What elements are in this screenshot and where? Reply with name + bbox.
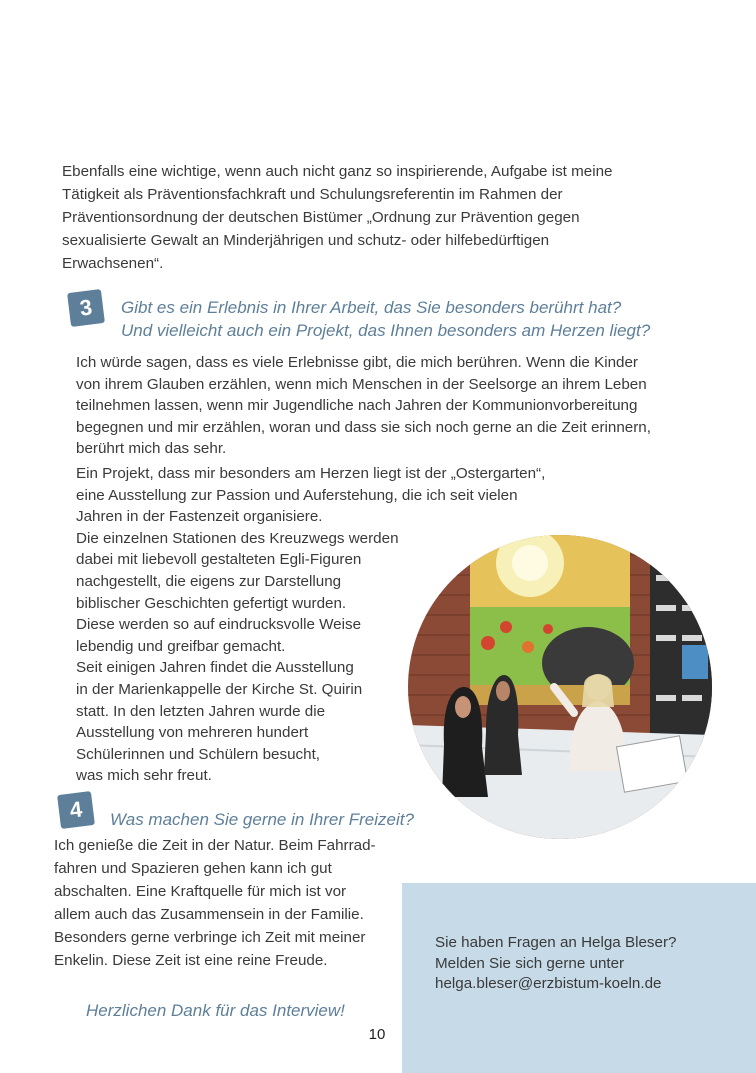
- ostergarten-photo: [408, 535, 712, 839]
- question-3: [121, 296, 650, 342]
- contact-info-text: [435, 933, 676, 995]
- text-line: lebendig und greifbar gemacht.: [76, 637, 286, 655]
- text-line: abschalten. Eine Kraftquelle für mich ist vor: [54, 883, 347, 900]
- question-number-badge-4: [57, 791, 95, 829]
- answer-3-paragraph-1: [76, 352, 651, 460]
- text-line: dabei mit liebevoll gestalteten Egli-Figuren: [76, 551, 362, 569]
- question-line: Gibt es ein Erlebnis in Ihrer Arbeit, das Sie besonders berührt hat?: [121, 298, 622, 317]
- text-line: Jahren in der Fastenzeit organisiere.: [76, 508, 323, 526]
- text-line: Ich genieße die Zeit in der Natur. Beim Fahrrad-: [54, 837, 376, 854]
- text-line: allem auch das Zusammensein in der Familie.: [54, 906, 364, 923]
- thanks-text: Herzlichen Dank für das Interview!: [86, 1001, 345, 1020]
- text-line: Besonders gerne verbringe ich Zeit mit meiner: [54, 929, 366, 946]
- text-line: statt. In den letzten Jahren wurde die: [76, 702, 326, 720]
- text-line: Präventionsordnung der deutschen Bistümer „Ordnung zur Prävention gegen: [62, 209, 580, 226]
- text-line: Ich würde sagen, dass es viele Erlebnisse gibt, die mich berühren. Wenn die Kinder: [76, 354, 638, 371]
- question-number: 3: [78, 294, 94, 321]
- question-number-badge-3: [67, 289, 105, 327]
- text-line: sexualisierte Gewalt an Minderjährigen und schutz- oder hilfebedürftigen: [62, 232, 550, 249]
- text-line: nachgestellt, die eigens zur Darstellung: [76, 572, 342, 590]
- text-line: fahren und Spazieren gehen kann ich gut: [54, 860, 332, 877]
- text-line: biblischer Geschichten gefertigt wurden.: [76, 594, 347, 612]
- thanks-line: [86, 999, 345, 1022]
- text-line: eine Ausstellung zur Passion und Auferstehung, die ich seit vielen: [76, 486, 518, 504]
- question-number: 4: [68, 796, 84, 823]
- text-line: Seit einigen Jahren findet die Ausstellung: [76, 659, 354, 677]
- text-line: Enkelin. Diese Zeit ist eine reine Freude.: [54, 952, 328, 969]
- text-line: teilnehmen lassen, wenn mir Jugendliche nach Jahren der Kommunionvorbereitung: [76, 397, 638, 415]
- info-line: Melden Sie sich gerne unter: [435, 954, 625, 972]
- text-line: Die einzelnen Stationen des Kreuzwegs werden: [76, 529, 399, 547]
- text-line: Schülerinnen und Schülern besucht,: [76, 745, 321, 763]
- text-line: Ebenfalls eine wichtige, wenn auch nicht ganz so inspirierende, Aufgabe ist meine: [62, 163, 613, 180]
- answer-4-paragraph: [54, 834, 376, 972]
- text-line: von ihrem Glauben erzählen, wenn mich Menschen in der Seelsorge an ihrem Leben: [76, 375, 647, 393]
- text-line: begegnen und mir erzählen, woran und dass sie sich noch gerne an die Zeit erinnern,: [76, 418, 651, 436]
- text-line: Ein Projekt, dass mir besonders am Herzen liegt ist der „Ostergarten“,: [76, 465, 546, 482]
- info-line: Sie haben Fragen an Helga Bleser?: [435, 934, 677, 951]
- page-number: 10: [368, 1026, 386, 1043]
- text-line: berührt mich das sehr.: [76, 440, 227, 458]
- contact-info-box: [402, 883, 756, 1073]
- text-line: in der Marienkappelle der Kirche St. Quirin: [76, 680, 363, 698]
- question-line: Was machen Sie gerne in Ihrer Freizeit?: [110, 810, 414, 829]
- contact-email[interactable]: helga.bleser@erzbistum-koeln.de: [435, 975, 662, 992]
- text-line: Diese werden so auf eindrucksvolle Weise: [76, 616, 362, 634]
- question-4: [110, 808, 414, 831]
- text-line: Tätigkeit als Präventionsfachkraft und Schulungsreferentin im Rahmen der: [62, 186, 563, 203]
- question-line: Und vielleicht auch ein Projekt, das Ihnen besonders am Herzen liegt?: [121, 321, 651, 340]
- text-line: was mich sehr freut.: [76, 767, 212, 785]
- text-line: Erwachsenen“.: [62, 255, 164, 272]
- text-line: Ausstellung von mehreren hundert: [76, 724, 309, 742]
- egli-figures-illustration: [408, 535, 712, 839]
- intro-paragraph: [62, 160, 612, 275]
